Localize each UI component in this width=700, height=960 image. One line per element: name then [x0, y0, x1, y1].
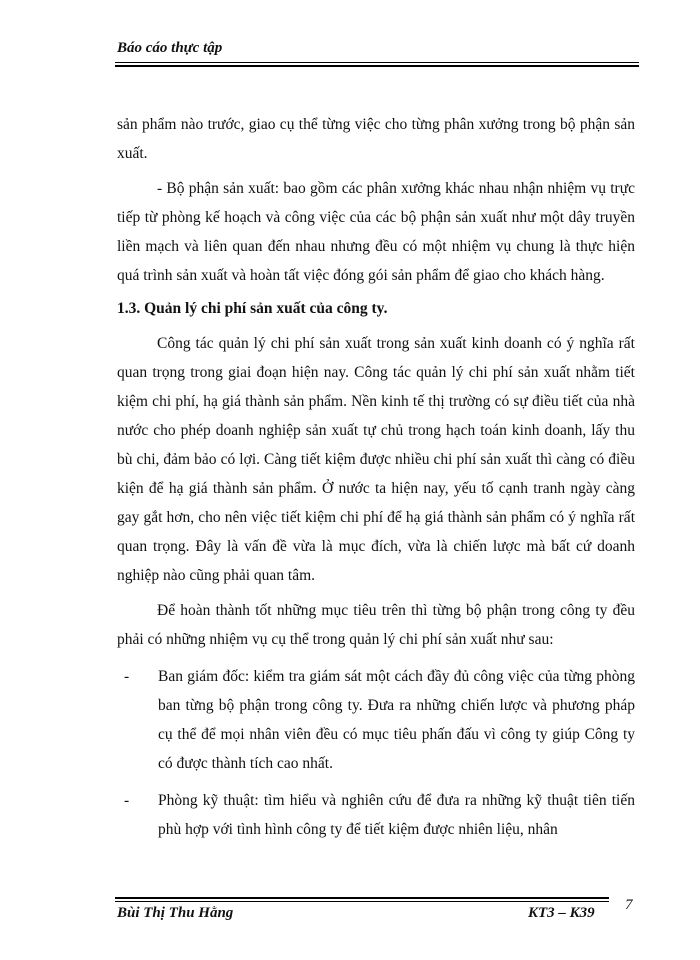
footer-divider-thick: [115, 897, 609, 899]
list-item: [117, 662, 635, 778]
list-item: [117, 786, 635, 844]
list-item-text: Ban giám đốc: kiểm tra giám sát một cách đầy đủ công việc của từng phòng ban từng bộ phận trong công ty. Đưa ra những chiến lược và phương pháp cụ thể để mọi nhân viên đều có mục tiêu phấn đấu vì công ty giúp Công ty có được thành tích cao nhất.: [158, 668, 635, 772]
header-title: Báo cáo thực tập: [117, 40, 223, 56]
paragraph-continuation: sản phẩm nào trước, giao cụ thể từng việc cho từng phân xưởng trong bộ phận sản xuất.: [117, 116, 635, 162]
footer-divider: [115, 901, 609, 902]
paragraph-objectives: Để hoàn thành tốt những mục tiêu trên thì từng bộ phận trong công ty đều phải có những nhiệm vụ cụ thể trong quản lý chi phí sản xuất như sau:: [117, 602, 635, 648]
list-item-text: Phòng kỹ thuật: tìm hiểu và nghiên cứu để đưa ra những kỹ thuật tiên tiến phù hợp với tình hình công ty để tiết kiệm được nhiên liệu, nhân: [158, 792, 635, 838]
paragraph-production-dept: - Bộ phận sản xuất: bao gồm các phân xưởng khác nhau nhận nhiệm vụ trực tiếp từ phòng kế hoạch và công việc của các bộ phận sản xuất như một dây truyền liền mạch và liên quan đến nhau nhưng đều có một nhiệm vụ chung là thực hiện quá trình sản xuất và hoàn tất việc đóng gói sản phẩm để giao cho khách hàng.: [117, 180, 635, 284]
bullet-dash: -: [124, 792, 130, 809]
footer-class-code: KT3 – K39: [528, 905, 595, 921]
paragraph-cost-management: Công tác quản lý chi phí sản xuất trong sản xuất kinh doanh có ý nghĩa rất quan trọng trong giai đoạn hiện nay. Công tác quản lý chi phí sản xuất nhằm tiết kiệm chi phí, hạ giá thành sản phẩm. Nền kinh tế thị trường có sự điều tiết của nhà nước cho phép doanh nghiệp sản xuất tự chủ trong hạch toán kinh doanh, lấy thu bù chi, đảm bảo có lợi. Càng tiết kiệm được nhiều chi phí sản xuất thì càng có điều kiện để hạ giá thành sản phẩm. Ở nước ta hiện nay, yếu tố cạnh tranh ngày càng gay gắt hơn, cho nên việc tiết kiệm chi phí để hạ giá thành sản phẩm có ý nghĩa rất quan trọng. Đây là vấn đề vừa là mục đích, vừa là chiến lược mà bất cứ doanh nghiệp nào cũng phải quan tâm.: [117, 335, 635, 584]
section-heading: 1.3. Quản lý chi phí sản xuất của công ty.: [117, 300, 388, 317]
document-body: [117, 110, 635, 844]
page-number: 7: [625, 897, 633, 913]
bullet-dash: -: [124, 668, 130, 685]
header-divider: [115, 62, 639, 63]
footer-author: Bùi Thị Thu Hằng: [117, 905, 234, 921]
header-divider-thick: [115, 65, 639, 67]
